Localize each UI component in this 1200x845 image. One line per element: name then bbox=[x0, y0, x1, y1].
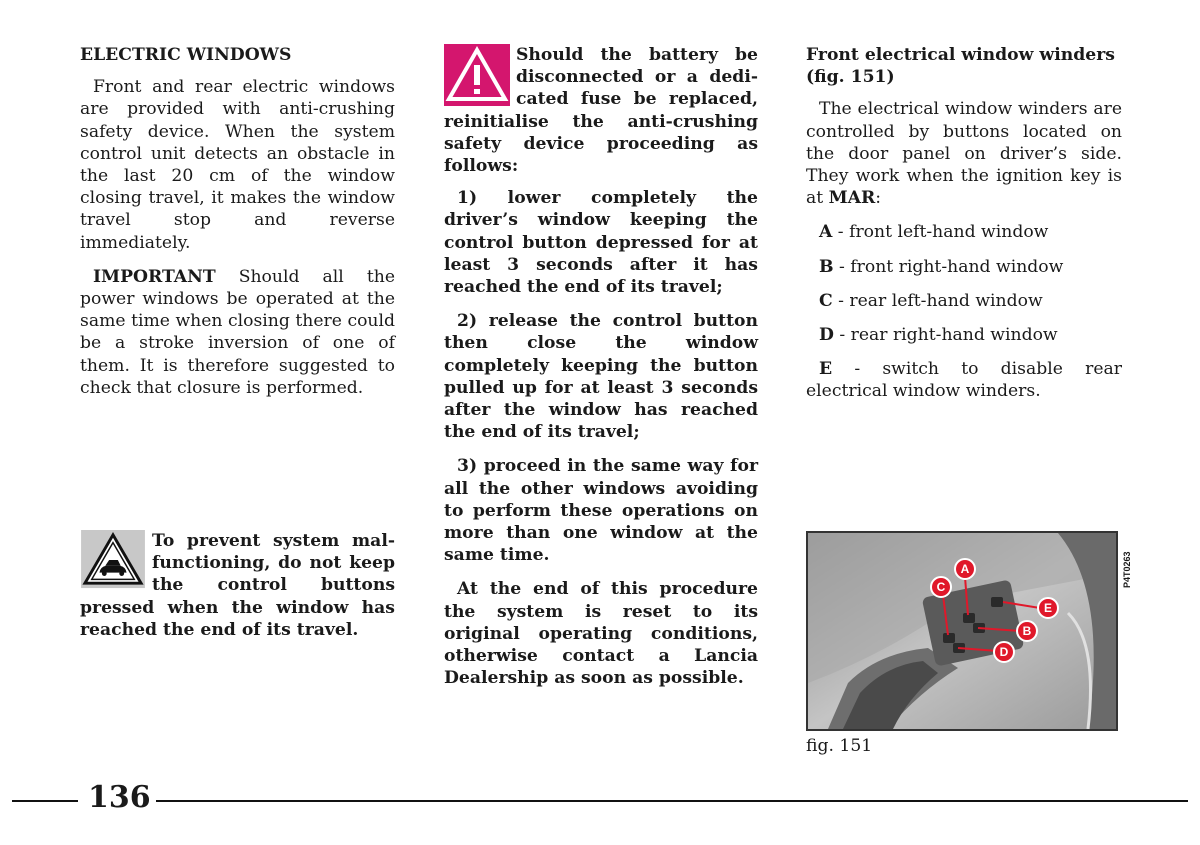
callout-e: E bbox=[1043, 601, 1053, 615]
page-number: 136 bbox=[88, 780, 151, 815]
car-warning-icon bbox=[80, 530, 146, 590]
item-key-c: C bbox=[819, 290, 833, 311]
window-winders-heading: Front electrical window winders (fig. 151) bbox=[806, 45, 1115, 88]
list-item-d bbox=[806, 324, 1122, 346]
list-item-c bbox=[806, 290, 1122, 312]
callout-b: B bbox=[1022, 624, 1032, 638]
item-key-a: A bbox=[819, 222, 833, 243]
important-text: Should all the power windows be operated at the same time when closing there could be a stroke inversion of one of them. It is therefore suggested to check that closure is performed. bbox=[80, 266, 395, 398]
callout-d: D bbox=[999, 645, 1009, 659]
item-text-d: - rear right-hand window bbox=[833, 325, 1058, 346]
door-panel-figure bbox=[806, 531, 1118, 731]
item-key-b: B bbox=[819, 256, 834, 277]
winders-intro-text: The electrical window winders are controlled by buttons located on the door panel on driver’s side. They work when the ignition key is at bbox=[806, 99, 1122, 209]
step-3: 3) proceed in the same way for all the other windows avoiding to perform these operations on more than one window at the same time. bbox=[444, 456, 758, 566]
procedure-steps bbox=[444, 187, 758, 689]
warning-box-malfunction bbox=[80, 530, 395, 641]
warning-box-battery bbox=[444, 44, 758, 701]
warning-text-malfunction: To prevent system malfunctioning, do not keep the control buttons pressed when the window has reached the end of its travel. bbox=[80, 531, 395, 640]
ignition-key-position: MAR bbox=[828, 188, 876, 209]
warning-text-battery: Should the battery be disconnected or a dedicated fuse be replaced, reinitialise the anti-crushing safety device proceeding as follows: bbox=[444, 45, 758, 177]
column-right bbox=[806, 44, 1122, 415]
figure-caption: fig. 151 bbox=[806, 736, 873, 756]
column-left bbox=[80, 44, 395, 411]
footer-rule-right bbox=[156, 800, 1188, 802]
figure-code bbox=[1122, 528, 1136, 588]
closing-paragraph: At the end of this procedure the system is reset to its original operating conditions, otherwise contact a Lancia Dealership as soon as possible. bbox=[444, 579, 758, 689]
important-label: IMPORTANT bbox=[93, 266, 216, 287]
item-text-b: - front right-hand window bbox=[833, 256, 1064, 277]
step-1: 1) lower completely the driver’s window keeping the control button depressed for at least 3 seconds after it has reached the end of its travel; bbox=[444, 188, 758, 298]
exclamation-warning-icon bbox=[444, 44, 510, 106]
item-key-d: D bbox=[819, 325, 834, 346]
figure-code-text: P4T0263 bbox=[1122, 551, 1132, 588]
item-text-a: - front left-hand window bbox=[832, 222, 1049, 243]
section-heading: ELECTRIC WINDOWS bbox=[80, 45, 292, 65]
item-text-c: - rear left-hand window bbox=[832, 290, 1043, 311]
item-key-e: E bbox=[819, 359, 833, 380]
item-text-e: - switch to disable rear electrical window winders. bbox=[806, 359, 1122, 402]
winders-intro bbox=[806, 98, 1122, 209]
footer-rule-left bbox=[12, 800, 78, 802]
step-2: 2) release the control button then close the window completely keeping the button pulled up for at least 3 seconds after the window has reached the end of its travel; bbox=[444, 311, 758, 443]
callout-c: C bbox=[936, 580, 946, 594]
list-item-e bbox=[806, 358, 1122, 402]
callout-a: A bbox=[960, 562, 970, 576]
door-panel-illustration bbox=[808, 533, 1116, 729]
intro-paragraph: Front and rear electric windows are provided with anti-crushing safety device. When the system control unit detects an obstacle in the last 20 cm of the window closing travel, it makes the window travel stop and reverse immediately. bbox=[80, 77, 395, 253]
important-paragraph bbox=[80, 266, 395, 399]
list-item-a bbox=[806, 221, 1122, 243]
winders-intro-colon: : bbox=[875, 188, 882, 209]
list-item-b bbox=[806, 256, 1122, 278]
